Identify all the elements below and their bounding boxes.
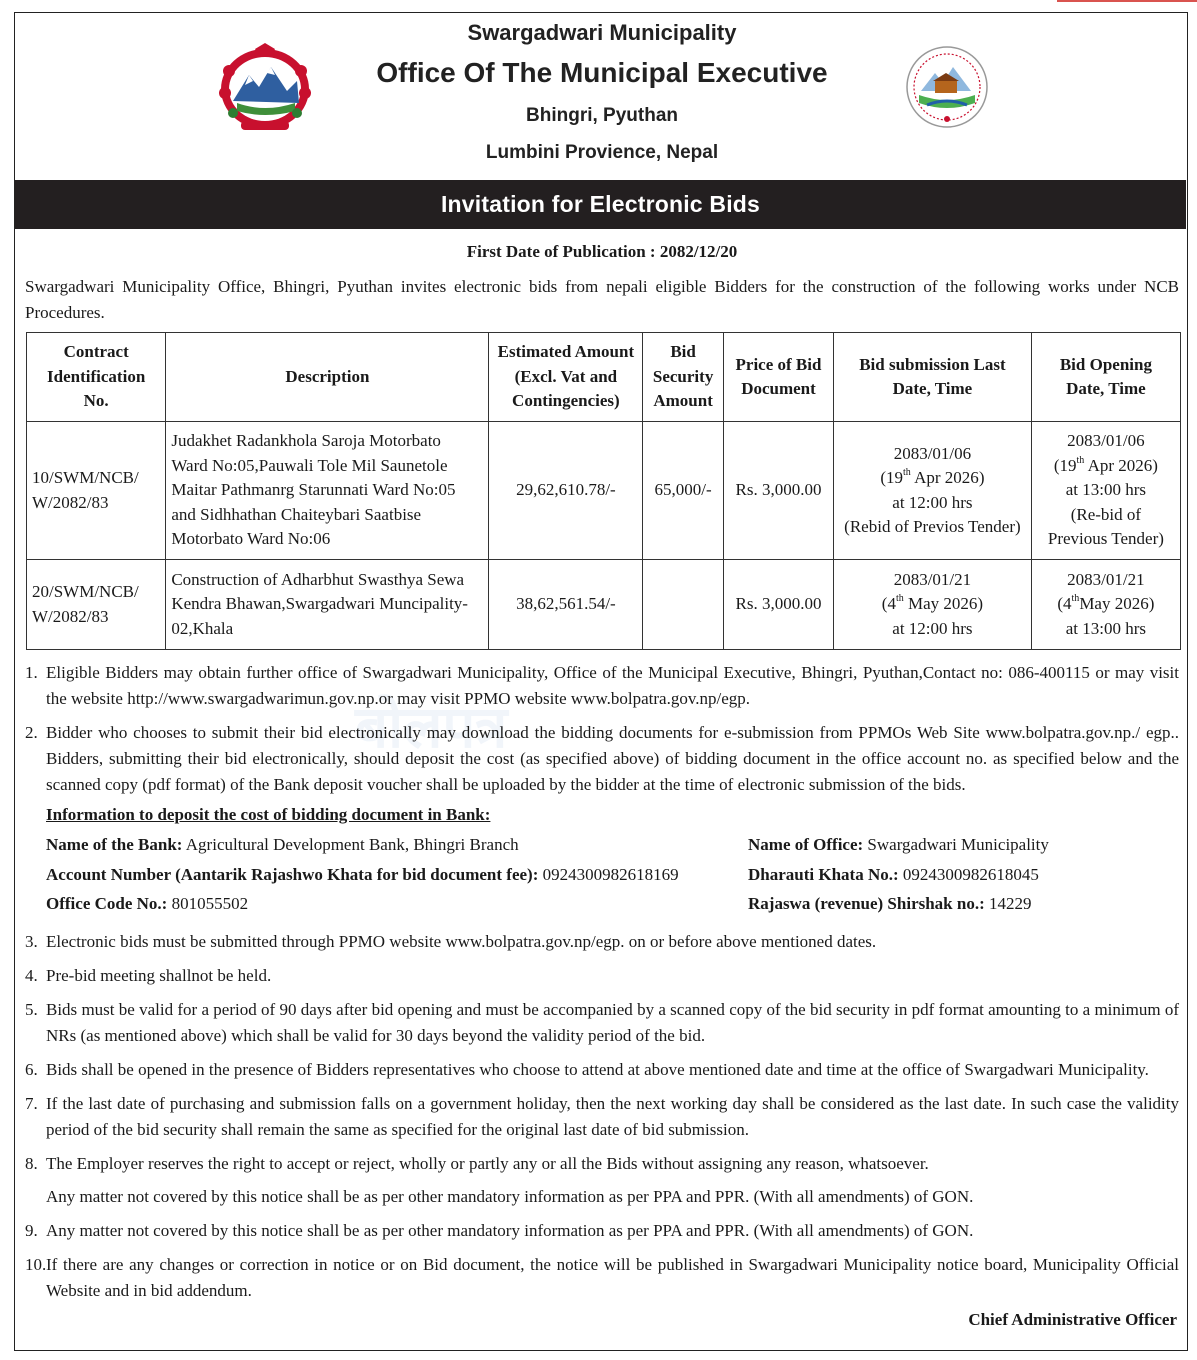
item-text: Bidder who chooses to submit their bid electronically may download the bidding documents for e-submission from PPMOs Web Site www.bolpatra.gov.np./ egp.. Bidders, submitting their bid electronically, should deposit the cost (as specified above) of bidding document in the office account no. as specified below and the scanned copy (pdf format) of the Bank deposit voucher shall be uploaded by the bidder at the time of electronic submission of the bids. [46, 723, 1179, 794]
cell-contract-id [27, 560, 166, 650]
office-name-label: Name of Office: [748, 835, 864, 854]
cell-submission-date [834, 422, 1032, 560]
header-text: Contingencies) [512, 391, 620, 411]
header-text: Bid submission Last [859, 354, 1006, 374]
municipality-seal-logo [905, 45, 989, 129]
cell-text: 2083/01/06 [1067, 431, 1145, 451]
cell-text: 02,Khala [171, 618, 234, 638]
month-text: Apr 2026 [1087, 455, 1153, 475]
header-text: No. [83, 391, 109, 411]
item-text: If the last date of purchasing and submission falls on a government holiday, then the next working day shall be considered as the last date. In such case the validity period of the bid security shall remain the same as specified for the original last date of bid submission. [46, 1094, 1179, 1139]
header-text: Price of Bid [735, 354, 822, 374]
item-number: 5. [25, 1000, 38, 1019]
item-text: Bids must be valid for a period of 90 days after bid opening and must be accompanied by a scanned copy of the bid security in pdf format amounting to a minimum of NRs (as mentioned above) which shall be valid for 30 days beyond the validity period of the bid. [46, 1000, 1179, 1045]
publication-date: First Date of Publication : 2082/12/20 [466, 242, 738, 261]
list-item [25, 1151, 1179, 1177]
header-text: (Excl. Vat and [514, 366, 618, 386]
intro-paragraph: Swargadwari Municipality Office, Bhingri, Pyuthan invites electronic bids from nepali eligible Bidders for the construction of the following works under NCB Procedures. [25, 277, 1179, 322]
cell-text: Judakhet Radankhola Saroja Motorbato [171, 431, 441, 451]
bank-info-grid [46, 832, 1179, 922]
notice-title-bar: Invitation for Electronic Bids [15, 180, 1186, 229]
header-estimated-amount [489, 333, 643, 422]
account-value: 0924300982618169 [538, 865, 679, 884]
ordinal-suffix: th [1071, 593, 1080, 605]
watermark-text: बोलपत्र [355, 695, 508, 760]
account-label: Account Number (Aantarik Rajashwo Khata for bid document fee): [46, 865, 539, 884]
cell-text: (4th May 2026) [881, 593, 984, 614]
cell-text: Ward No:05,Pauwali Tole Mil Saunetole [171, 455, 448, 475]
item-number: 7. [25, 1094, 38, 1113]
top-accent-line [1057, 0, 1197, 2]
office-location: Bhingri, Pyuthan [526, 105, 678, 126]
cell-text: Motorbato Ward No:06 [171, 529, 331, 549]
list-item [25, 1091, 1179, 1143]
cell-text: (4thMay 2026) [1057, 593, 1155, 614]
cell-text: 20/SWM/NCB/ [32, 582, 139, 601]
table-header-row [27, 333, 1181, 422]
header-text: Identification [47, 366, 146, 386]
cell-text: at 13:00 hrs [1065, 618, 1147, 638]
list-item [25, 1057, 1179, 1083]
list-item [25, 929, 1179, 955]
rajaswa-label: Rajaswa (revenue) Shirshak no.: [748, 894, 985, 913]
day-text: 4 [887, 594, 896, 614]
item-text: If there are any changes or correction in notice or on Bid document, the notice will be published in Swargadwari Municipality notice board, Municipality Official Website and in bid addendum. [46, 1255, 1179, 1300]
conditions-list [25, 660, 1179, 1312]
cell-text: (Re-bid of [1070, 504, 1142, 524]
item-number: 3. [25, 932, 38, 951]
cell-text: 2083/01/21 [893, 569, 972, 589]
day-text: 19 [886, 468, 904, 487]
cell-text: (19th Apr 2026) [880, 467, 985, 487]
notice-header [15, 13, 1189, 217]
cell-estimated-amount: 38,62,561.54/- [489, 560, 643, 650]
header-opening-date [1031, 333, 1180, 422]
header-description: Description [166, 333, 489, 422]
list-item [25, 720, 1179, 798]
ordinal-suffix: th [895, 593, 904, 605]
item-text: Bids shall be opened in the presence of Bidders representatives who choose to attend at above mentioned date and time at the office of Swargadwari Municipality. [46, 1060, 1149, 1079]
header-submission-date [834, 333, 1032, 422]
bank-label: Name of the Bank: [46, 835, 183, 854]
cell-text: at 13:00 hrs [1065, 480, 1147, 500]
notice-frame [14, 12, 1188, 1351]
list-item [25, 1252, 1179, 1304]
office-name: Office Of The Municipal Executive [376, 57, 828, 88]
bank-value: Agricultural Development Bank, Bhingri Branch [182, 835, 519, 854]
cell-text: W/2082/83 [32, 606, 109, 626]
bank-name-row [46, 832, 519, 858]
cell-bid-security: 65,000/- [643, 422, 724, 560]
month-text: May 2026 [1079, 594, 1149, 614]
cell-text: Construction of Adharbhut Swasthya Sewa [171, 569, 465, 589]
office-name-row [748, 832, 1049, 858]
cell-description [166, 560, 489, 650]
rajaswa-value: 14229 [984, 894, 1032, 913]
item-number: 6. [25, 1060, 38, 1079]
office-province: Lumbini Provience, Nepal [485, 142, 719, 163]
cell-text: W/2082/83 [32, 492, 109, 512]
item-number: 9. [25, 1221, 38, 1240]
item-number: 8. [25, 1154, 38, 1173]
cell-price: Rs. 3,000.00 [723, 560, 833, 650]
cell-text: 2083/01/21 [1067, 569, 1145, 589]
item-text: Any matter not covered by this notice shall be as per other mandatory information as per PPA and PPR. (With all amendments) of GON. [46, 1221, 974, 1240]
header-text: Contract [63, 342, 129, 362]
office-code-label: Office Code No.: [46, 894, 168, 913]
header-text: Date, Time [892, 379, 973, 398]
office-name-value: Swargadwari Municipality [863, 835, 1049, 854]
cell-opening-date [1031, 560, 1180, 650]
cell-description [166, 422, 489, 560]
cell-text: Previous Tender) [1047, 529, 1164, 549]
day-text: 4 [1063, 594, 1072, 614]
item-number: 10. [25, 1255, 47, 1274]
bids-table [26, 332, 1181, 650]
cell-text: at 12:00 hrs [892, 492, 973, 512]
dharauti-row [748, 862, 1039, 888]
account-number-row [46, 862, 679, 888]
item-number: 1. [25, 663, 38, 682]
header-text: Amount [653, 391, 713, 411]
cell-contract-id [27, 422, 166, 560]
header-text: Bid [670, 342, 696, 362]
month-text: Apr 2026 [914, 468, 979, 487]
table-row [27, 560, 1181, 650]
ordinal-suffix: th [1076, 454, 1085, 466]
header-text: Document [741, 379, 816, 398]
cell-text: and Sidhhathan Chaiteybari Saatbise [171, 504, 422, 524]
cell-text: 2083/01/06 [893, 443, 972, 463]
item-text: Pre-bid meeting shallnot be held. [46, 966, 272, 985]
cell-text: Maitar Pathmanrg Starunnati Ward No:05 [171, 480, 456, 500]
signature-title: Chief Administrative Officer [968, 1310, 1177, 1329]
header-text: Security [652, 366, 714, 386]
item-8-continuation: Any matter not covered by this notice shall be as per other mandatory information as per PPA and PPR. (With all amendments) of GON. [46, 1187, 974, 1206]
header-price-of-document [723, 333, 833, 422]
header-text: Estimated Amount [497, 342, 635, 362]
cell-text: at 12:00 hrs [892, 618, 973, 638]
municipality-name: Swargadwari Municipality [467, 20, 737, 45]
nepal-emblem-logo [215, 41, 315, 133]
header-bid-security [643, 333, 724, 422]
cell-estimated-amount: 29,62,610.78/- [489, 422, 643, 560]
cell-opening-date [1031, 422, 1180, 560]
item-number: 4. [25, 966, 38, 985]
list-item [25, 963, 1179, 989]
table-row [27, 422, 1181, 560]
header-text: Date, Time [1066, 379, 1146, 398]
cell-text: Kendra Bhawan,Swargadwari Muncipality- [171, 594, 468, 614]
bank-info-title: Information to deposit the cost of bidding document in Bank: [46, 805, 491, 824]
month-text: May 2026 [907, 594, 978, 614]
item-number: 2. [25, 723, 38, 742]
cell-bid-security [643, 560, 724, 650]
list-item [25, 997, 1179, 1049]
cell-text: (Rebid of Previos Tender) [844, 517, 1021, 536]
office-code-row [46, 891, 248, 917]
list-item [25, 660, 1179, 712]
list-item [25, 1218, 1179, 1244]
dharauti-value: 0924300982618045 [898, 865, 1039, 884]
cell-submission-date [834, 560, 1032, 650]
item-text: Electronic bids must be submitted through PPMO website www.bolpatra.gov.np/egp. on or before above mentioned dates. [46, 932, 877, 951]
item-text: Eligible Bidders may obtain further office of Swargadwari Municipality, Office of the Municipal Executive, Bhingri, Pyuthan,Contact no: 086-400115 or may visit the website http://www.swargadwarimun.gov.np.or may visit PPMO website www.bolpatra.gov.np/egp. [46, 663, 1179, 708]
day-text: 19 [1059, 455, 1077, 475]
header-contract-id [27, 333, 166, 422]
header-text: Bid Opening [1059, 354, 1152, 374]
rajaswa-row [748, 891, 1032, 917]
item-text: The Employer reserves the right to accept or reject, wholly or partly any or all the Bids without assigning any reason, whatsoever. [46, 1154, 929, 1173]
cell-text: 10/SWM/NCB/ [32, 468, 139, 487]
cell-price: Rs. 3,000.00 [723, 422, 833, 560]
cell-text: (19th Apr 2026) [1053, 454, 1158, 475]
dharauti-label: Dharauti Khata No.: [748, 865, 899, 884]
office-code-value: 801055502 [167, 894, 249, 913]
ordinal-suffix: th [903, 467, 911, 478]
